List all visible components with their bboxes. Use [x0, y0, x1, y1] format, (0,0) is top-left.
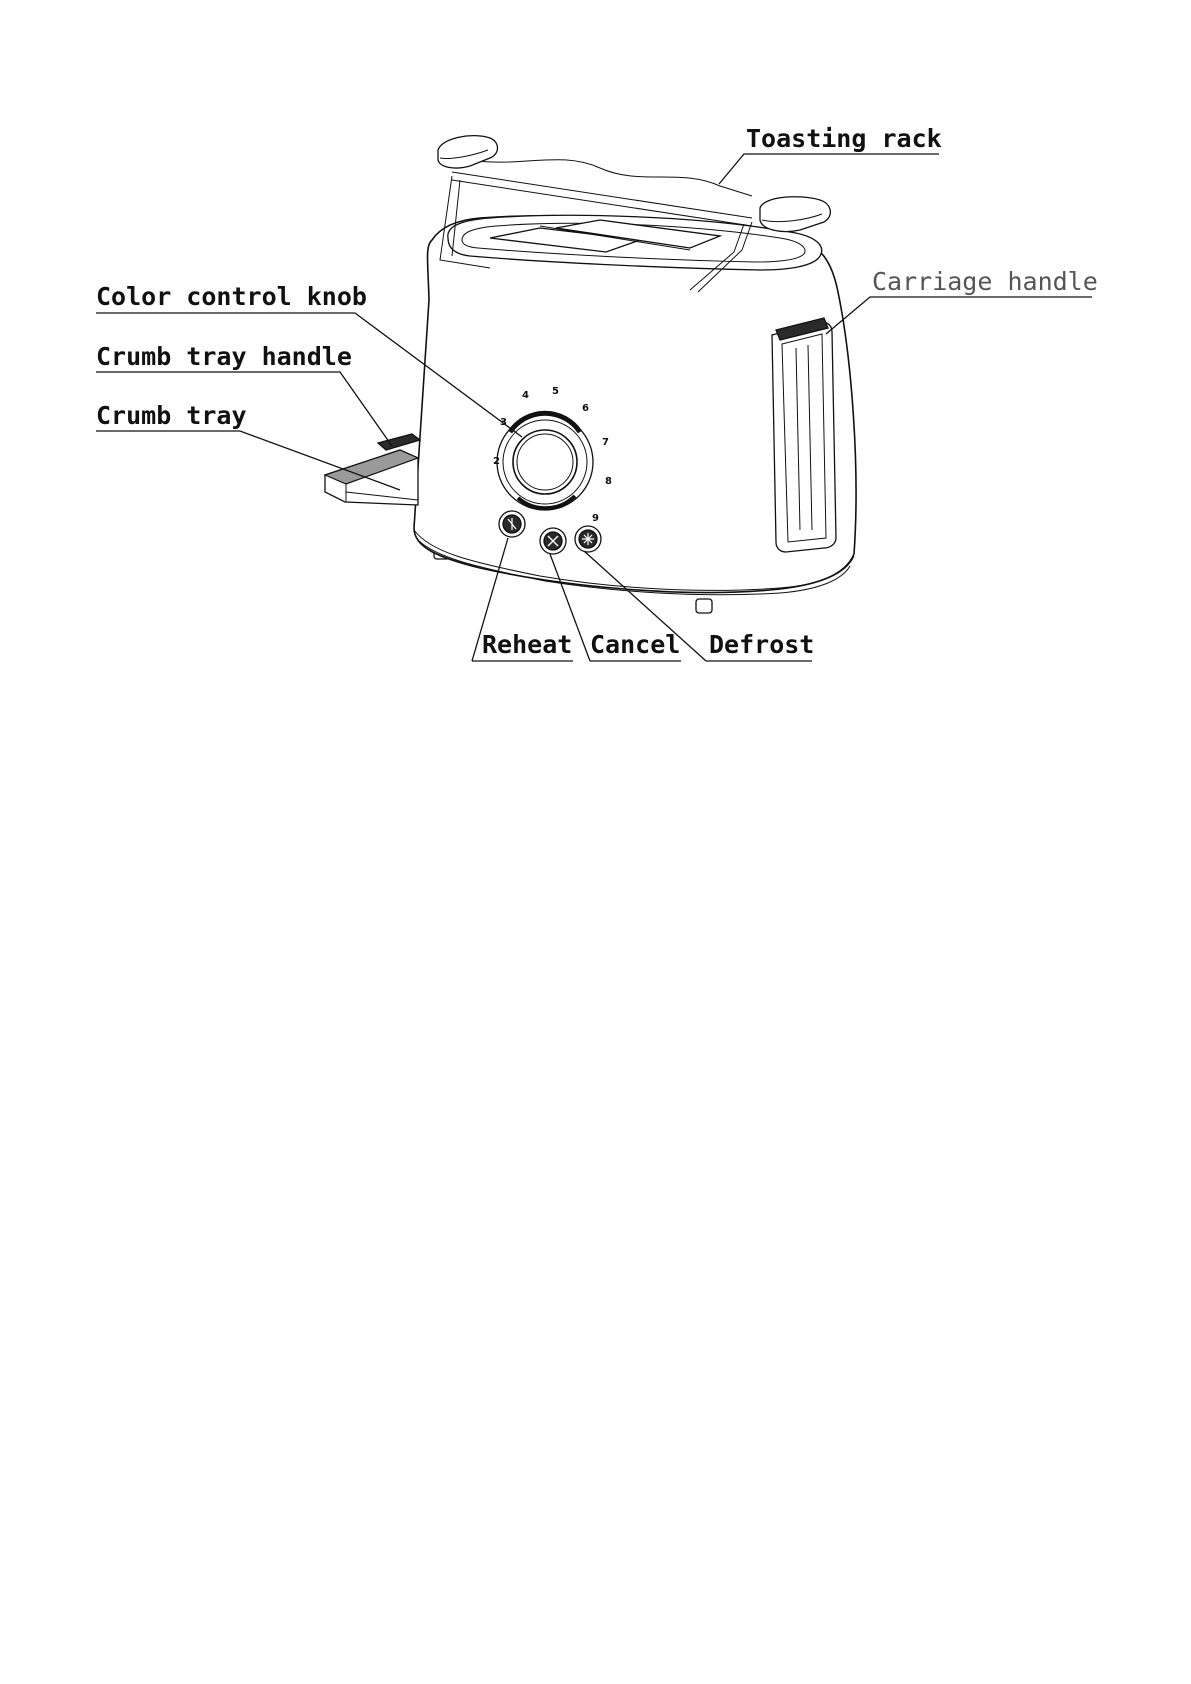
front-right-foot: [696, 599, 712, 613]
dial-number: 9: [592, 513, 599, 524]
reheat-button-illustration: [499, 511, 525, 537]
color-control-knob[interactable]: [513, 430, 577, 494]
cancel-button-illustration: [540, 528, 566, 554]
toasting-rack-left-handle: [438, 136, 498, 168]
crumb-tray-illustration: [325, 434, 420, 505]
dial-number: 3: [500, 417, 507, 428]
dial-number: 8: [605, 476, 612, 487]
toasting-rack-right-handle: [760, 197, 830, 232]
toasting-rack-label: Toasting rack: [746, 124, 942, 153]
carriage-handle-leader: [826, 297, 1092, 334]
defrost-label: Defrost: [709, 630, 815, 659]
dial-number: 5: [552, 386, 559, 397]
carriage-handle: [772, 318, 836, 552]
defrost-button-illustration: [575, 526, 601, 552]
crumb-tray-handle-label: Crumb tray handle: [96, 342, 352, 371]
crumb-tray-handle-grip: [378, 434, 420, 450]
reheat-label: Reheat: [482, 630, 573, 659]
cancel-label: Cancel: [590, 630, 681, 659]
color-control-knob-label: Color control knob: [96, 282, 367, 311]
dial-number: 2: [493, 456, 500, 467]
dial-number: 7: [602, 437, 609, 448]
color-control-dial: [497, 413, 593, 510]
dial-number: 6: [582, 403, 589, 414]
toaster-illustration: [325, 136, 856, 613]
carriage-handle-label: Carriage handle: [872, 267, 1098, 296]
dial-number: 4: [522, 390, 529, 401]
crumb-tray-label: Crumb tray: [96, 401, 247, 430]
toasting-rack-leader: [719, 154, 939, 184]
